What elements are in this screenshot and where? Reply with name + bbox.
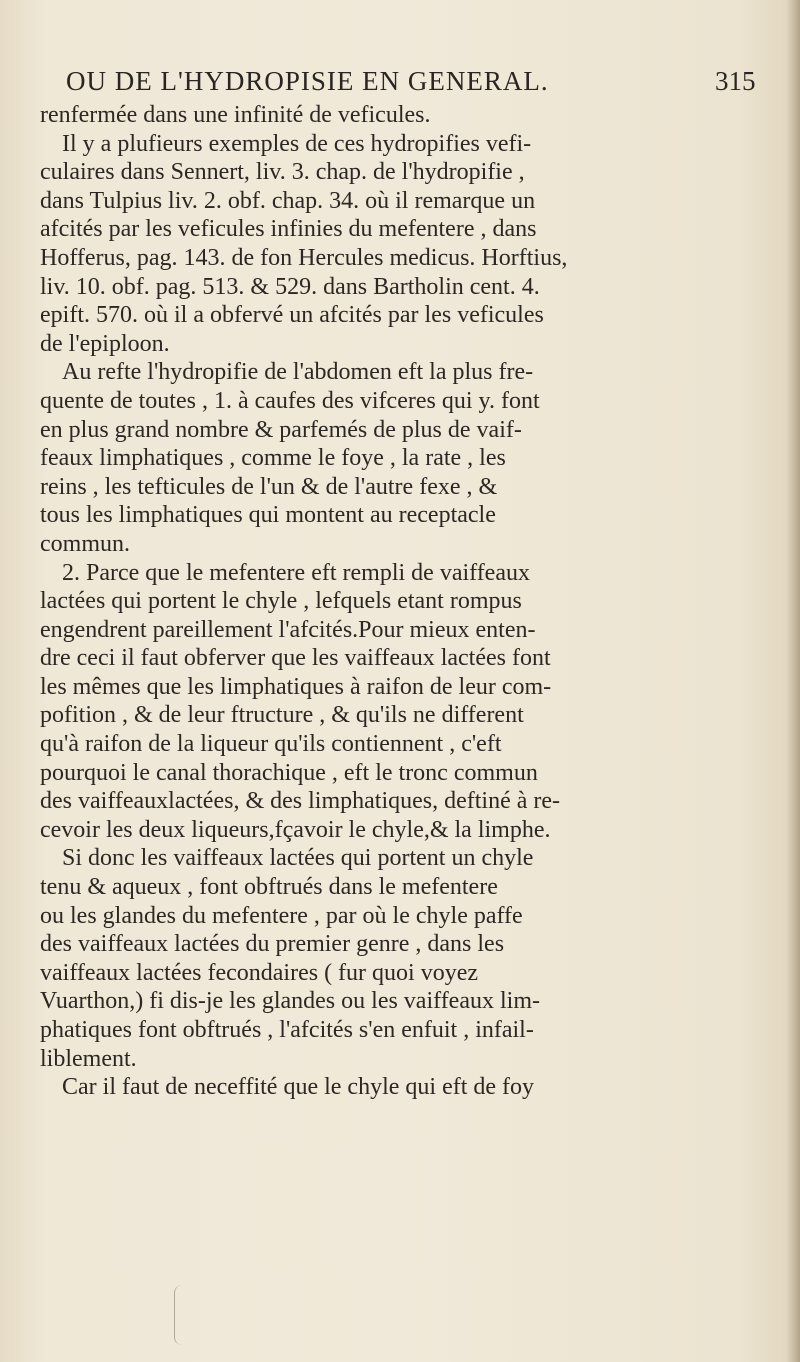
text-line: pofition , & de leur ftructure , & qu'ils ne different (40, 702, 524, 729)
page-edge-shadow (786, 0, 800, 1362)
text-line: Vuarthon,) fi dis-je les glandes ou les vaiffeaux lim- (40, 988, 540, 1015)
text-line: tous les limphatiques qui montent au receptacle (40, 502, 496, 529)
text-line: les mêmes que les limphatiques à raifon de leur com- (40, 673, 552, 700)
text-line: des vaiffeauxlactées, & des limphatiques, deftiné à re- (40, 788, 561, 815)
text-line: ou les glandes du mefentere , par où le chyle paffe (40, 902, 523, 929)
text-line: afcités par les veficules infinies du mefentere , dans (40, 216, 537, 243)
text-line: dans Tulpius liv. 2. obf. chap. 34. où il remarque un (40, 187, 536, 214)
text-line: liblement. (40, 1045, 137, 1072)
text-line: liv. 10. obf. pag. 513. & 529. dans Bartholin cent. 4. (40, 273, 540, 300)
text-line: des vaiffeaux lactées du premier genre , dans les (40, 931, 505, 958)
text-line: tenu & aqueux , font obftrués dans le mefentere (40, 874, 498, 901)
text-line: Hofferus, pag. 143. de fon Hercules medicus. Horftius, (40, 244, 568, 271)
text-line: commun. (40, 530, 130, 557)
text-line: dre ceci il faut obferver que les vaiffeaux lactées font (40, 645, 551, 672)
bleed-through-mark (174, 1285, 189, 1345)
text-line: culaires dans Sennert, liv. 3. chap. de l'hydropifie , (40, 159, 525, 186)
text-line: 2. Parce que le mefentere eft rempli de vaiffeaux (62, 559, 530, 586)
text-line: renfermée dans une infinité de veficules. (40, 102, 431, 128)
text-line: phatiques font obftrués , l'afcités s'en enfuit , infail- (40, 1017, 534, 1043)
text-line: epift. 570. où il a obfervé un afcités par les veficules (40, 302, 544, 329)
text-line: de l'epiploon. (40, 330, 170, 357)
text-line: en plus grand nombre & parfemés de plus de vaif- (40, 416, 522, 443)
text-line: feaux limphatiques , comme le foye , la rate , les (40, 445, 506, 472)
text-line: Au refte l'hydropifie de l'abdomen eft la plus fre- (62, 359, 534, 386)
text-line: lactées qui portent le chyle , lefquels etant rompus (40, 588, 522, 615)
text-line: Si donc les vaiffeaux lactées qui portent un chyle (62, 845, 534, 872)
text-line: vaiffeaux lactées fecondaires ( fur quoi voyez (40, 959, 479, 986)
text-line: Il y a plufieurs exemples de ces hydropifies vefi- (62, 130, 532, 157)
text-line: quente de toutes , 1. à caufes des vifceres qui y. font (40, 387, 540, 414)
text-line: qu'à raifon de la liqueur qu'ils contiennent , c'eft (40, 731, 502, 758)
text-line: engendrent pareillement l'afcités.Pour mieux enten- (40, 616, 536, 643)
text-line: pourquoi le canal thorachique , eft le tronc commun (40, 759, 538, 786)
running-title: OU DE L'HYDROPISIE EN GENERAL. (66, 66, 549, 96)
page-number: 315 (715, 66, 756, 96)
text-line: cevoir les deux liqueurs,fçavoir le chyle,& la limphe. (40, 816, 551, 843)
body-text (40, 101, 780, 1102)
text-line: reins , les tefticules de l'un & de l'autre fexe , & (40, 473, 498, 500)
text-line: Car il faut de neceffité que le chyle qui eft de foy (62, 1074, 535, 1101)
